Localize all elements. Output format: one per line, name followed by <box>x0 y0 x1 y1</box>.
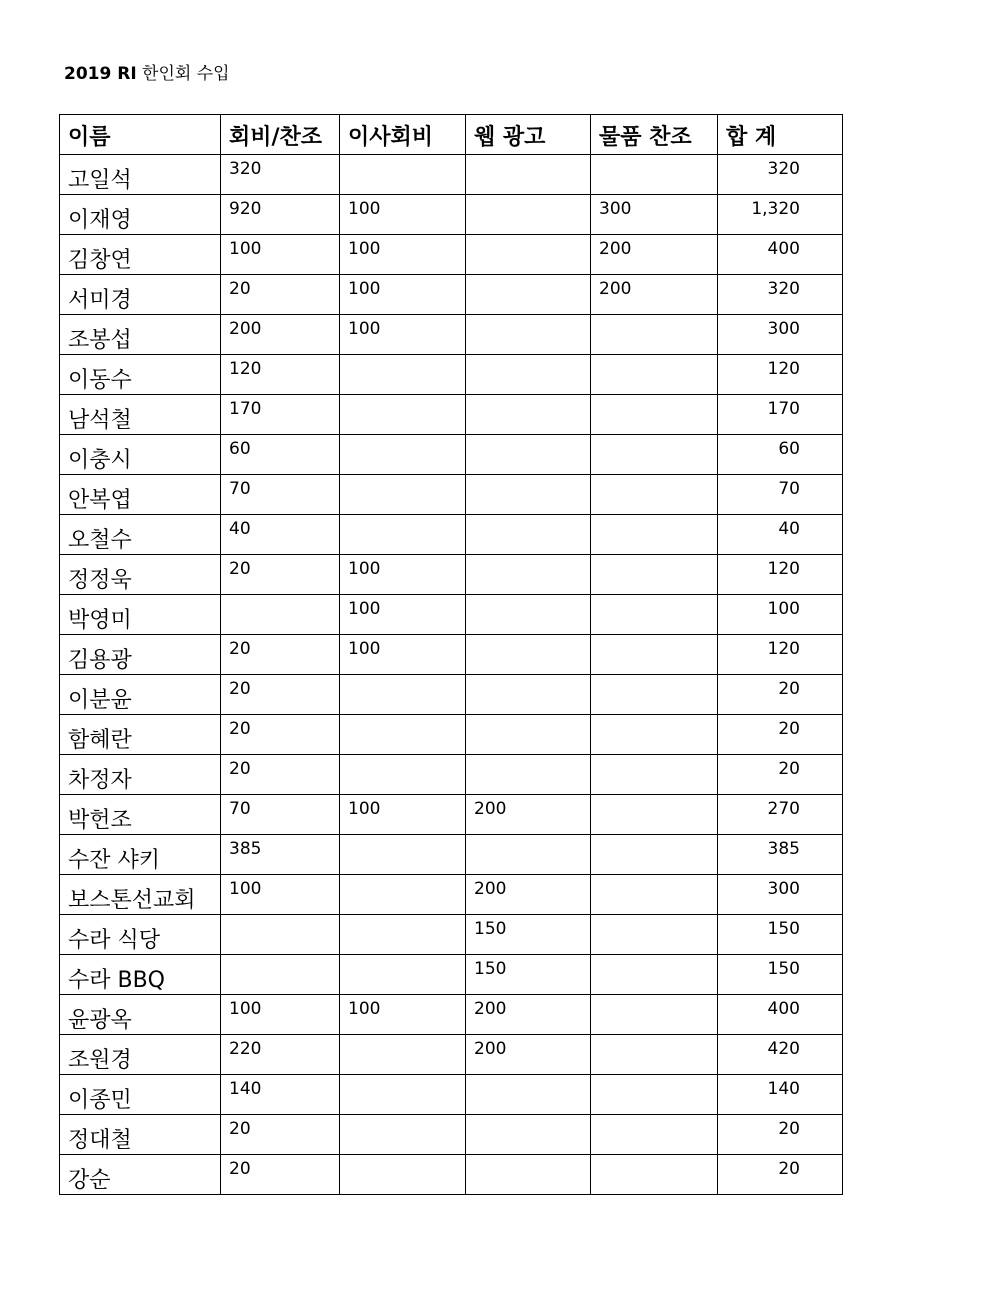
cell-total: 140 <box>718 1075 843 1115</box>
cell-dues: 200 <box>221 315 340 355</box>
cell-total: 120 <box>718 555 843 595</box>
cell-total: 120 <box>718 355 843 395</box>
document-title <box>64 63 230 85</box>
cell-total: 70 <box>718 475 843 515</box>
table-row <box>60 1115 843 1155</box>
cell-web-ad <box>466 715 591 755</box>
table-row <box>60 1035 843 1075</box>
table-row <box>60 675 843 715</box>
table-row <box>60 1075 843 1115</box>
cell-board-fee <box>340 875 466 915</box>
cell-name: 수라 식당 <box>60 915 221 955</box>
cell-total: 320 <box>718 275 843 315</box>
cell-dues: 385 <box>221 835 340 875</box>
cell-goods <box>591 995 718 1035</box>
table-row <box>60 235 843 275</box>
cell-goods <box>591 595 718 635</box>
table-row <box>60 715 843 755</box>
cell-goods <box>591 835 718 875</box>
cell-goods <box>591 355 718 395</box>
cell-goods: 200 <box>591 275 718 315</box>
cell-board-fee: 100 <box>340 555 466 595</box>
cell-name: 정정욱 <box>60 555 221 595</box>
cell-board-fee: 100 <box>340 995 466 1035</box>
cell-goods <box>591 795 718 835</box>
cell-board-fee: 100 <box>340 595 466 635</box>
cell-total: 1,320 <box>718 195 843 235</box>
cell-board-fee: 100 <box>340 235 466 275</box>
table-row <box>60 875 843 915</box>
income-table-body <box>60 155 843 1195</box>
cell-total: 20 <box>718 715 843 755</box>
cell-dues: 70 <box>221 475 340 515</box>
cell-dues: 100 <box>221 995 340 1035</box>
cell-dues: 20 <box>221 675 340 715</box>
cell-goods <box>591 715 718 755</box>
cell-dues: 20 <box>221 755 340 795</box>
table-row <box>60 635 843 675</box>
cell-name: 조봉섭 <box>60 315 221 355</box>
cell-name: 정대철 <box>60 1115 221 1155</box>
cell-web-ad <box>466 195 591 235</box>
header-goods: 물품 찬조 <box>591 115 718 155</box>
cell-name: 이분윤 <box>60 675 221 715</box>
cell-board-fee <box>340 1115 466 1155</box>
cell-web-ad <box>466 395 591 435</box>
cell-goods <box>591 1115 718 1155</box>
cell-web-ad <box>466 1075 591 1115</box>
cell-web-ad <box>466 755 591 795</box>
cell-web-ad <box>466 635 591 675</box>
cell-name: 이동수 <box>60 355 221 395</box>
cell-web-ad <box>466 355 591 395</box>
table-row <box>60 475 843 515</box>
cell-web-ad <box>466 1115 591 1155</box>
cell-web-ad <box>466 275 591 315</box>
cell-web-ad <box>466 475 591 515</box>
cell-dues: 170 <box>221 395 340 435</box>
cell-name: 조원경 <box>60 1035 221 1075</box>
header-name: 이름 <box>60 115 221 155</box>
cell-board-fee: 100 <box>340 795 466 835</box>
cell-board-fee: 100 <box>340 195 466 235</box>
cell-goods <box>591 155 718 195</box>
cell-total: 20 <box>718 675 843 715</box>
cell-total: 320 <box>718 155 843 195</box>
cell-board-fee: 100 <box>340 635 466 675</box>
table-row <box>60 515 843 555</box>
cell-goods <box>591 315 718 355</box>
cell-dues: 140 <box>221 1075 340 1115</box>
cell-web-ad <box>466 1155 591 1195</box>
cell-name: 수잔 샤키 <box>60 835 221 875</box>
cell-name: 이충시 <box>60 435 221 475</box>
cell-web-ad: 200 <box>466 995 591 1035</box>
cell-board-fee <box>340 755 466 795</box>
cell-name: 서미경 <box>60 275 221 315</box>
cell-goods <box>591 475 718 515</box>
cell-dues: 60 <box>221 435 340 475</box>
header-dues: 회비/찬조 <box>221 115 340 155</box>
cell-dues: 220 <box>221 1035 340 1075</box>
cell-total: 300 <box>718 315 843 355</box>
table-row <box>60 275 843 315</box>
cell-web-ad: 200 <box>466 875 591 915</box>
table-row <box>60 435 843 475</box>
cell-board-fee <box>340 1035 466 1075</box>
cell-goods: 300 <box>591 195 718 235</box>
cell-dues: 70 <box>221 795 340 835</box>
cell-dues: 320 <box>221 155 340 195</box>
cell-dues: 20 <box>221 555 340 595</box>
cell-goods: 200 <box>591 235 718 275</box>
cell-name: 안복엽 <box>60 475 221 515</box>
cell-board-fee <box>340 395 466 435</box>
cell-name: 보스톤선교회 <box>60 875 221 915</box>
cell-goods <box>591 675 718 715</box>
cell-dues <box>221 915 340 955</box>
cell-dues <box>221 955 340 995</box>
cell-board-fee <box>340 715 466 755</box>
cell-web-ad: 150 <box>466 955 591 995</box>
table-row <box>60 995 843 1035</box>
cell-name: 이종민 <box>60 1075 221 1115</box>
cell-total: 150 <box>718 955 843 995</box>
cell-web-ad <box>466 155 591 195</box>
cell-total: 100 <box>718 595 843 635</box>
cell-total: 120 <box>718 635 843 675</box>
table-row <box>60 915 843 955</box>
cell-dues: 20 <box>221 635 340 675</box>
cell-goods <box>591 915 718 955</box>
cell-board-fee <box>340 435 466 475</box>
cell-web-ad <box>466 675 591 715</box>
header-total: 합 계 <box>718 115 843 155</box>
cell-web-ad <box>466 835 591 875</box>
cell-total: 270 <box>718 795 843 835</box>
cell-goods <box>591 395 718 435</box>
cell-board-fee <box>340 675 466 715</box>
cell-board-fee <box>340 155 466 195</box>
cell-total: 20 <box>718 1155 843 1195</box>
cell-dues: 20 <box>221 1155 340 1195</box>
cell-board-fee <box>340 355 466 395</box>
cell-total: 300 <box>718 875 843 915</box>
cell-name: 박헌조 <box>60 795 221 835</box>
cell-name: 윤광옥 <box>60 995 221 1035</box>
cell-dues: 120 <box>221 355 340 395</box>
cell-name: 김창연 <box>60 235 221 275</box>
cell-total: 385 <box>718 835 843 875</box>
cell-total: 170 <box>718 395 843 435</box>
cell-dues: 20 <box>221 275 340 315</box>
cell-name: 고일석 <box>60 155 221 195</box>
cell-web-ad <box>466 555 591 595</box>
header-board-fee: 이사회비 <box>340 115 466 155</box>
cell-web-ad: 150 <box>466 915 591 955</box>
cell-total: 20 <box>718 755 843 795</box>
income-table-header <box>60 115 843 155</box>
cell-goods <box>591 1075 718 1115</box>
cell-total: 40 <box>718 515 843 555</box>
cell-dues: 20 <box>221 1115 340 1155</box>
cell-web-ad: 200 <box>466 1035 591 1075</box>
cell-name: 함혜란 <box>60 715 221 755</box>
cell-board-fee: 100 <box>340 275 466 315</box>
cell-name: 박영미 <box>60 595 221 635</box>
cell-name: 김용광 <box>60 635 221 675</box>
table-row <box>60 835 843 875</box>
table-row <box>60 795 843 835</box>
cell-board-fee: 100 <box>340 315 466 355</box>
cell-goods <box>591 515 718 555</box>
cell-goods <box>591 755 718 795</box>
table-row <box>60 1155 843 1195</box>
cell-name: 강순 <box>60 1155 221 1195</box>
table-row <box>60 195 843 235</box>
cell-total: 420 <box>718 1035 843 1075</box>
cell-board-fee <box>340 835 466 875</box>
cell-name: 차정자 <box>60 755 221 795</box>
cell-goods <box>591 875 718 915</box>
cell-dues: 20 <box>221 715 340 755</box>
cell-goods <box>591 955 718 995</box>
cell-dues: 40 <box>221 515 340 555</box>
cell-board-fee <box>340 475 466 515</box>
cell-name: 수라 BBQ <box>60 955 221 995</box>
cell-name: 이재영 <box>60 195 221 235</box>
cell-total: 150 <box>718 915 843 955</box>
cell-dues: 920 <box>221 195 340 235</box>
cell-web-ad: 200 <box>466 795 591 835</box>
header-web-ad: 웹 광고 <box>466 115 591 155</box>
cell-total: 400 <box>718 235 843 275</box>
cell-board-fee <box>340 955 466 995</box>
cell-goods <box>591 435 718 475</box>
cell-goods <box>591 1155 718 1195</box>
table-row <box>60 755 843 795</box>
cell-board-fee <box>340 1155 466 1195</box>
table-row <box>60 955 843 995</box>
cell-name: 오철수 <box>60 515 221 555</box>
table-row <box>60 355 843 395</box>
document-title-year: 2019 RI <box>64 64 137 84</box>
table-row <box>60 395 843 435</box>
table-row <box>60 315 843 355</box>
cell-board-fee <box>340 915 466 955</box>
cell-board-fee <box>340 1075 466 1115</box>
cell-total: 60 <box>718 435 843 475</box>
cell-name: 남석철 <box>60 395 221 435</box>
cell-dues: 100 <box>221 875 340 915</box>
cell-total: 20 <box>718 1115 843 1155</box>
table-row <box>60 595 843 635</box>
cell-web-ad <box>466 515 591 555</box>
income-table <box>59 114 843 1195</box>
cell-web-ad <box>466 315 591 355</box>
cell-goods <box>591 555 718 595</box>
document-title-text: 한인회 수입 <box>136 64 230 84</box>
cell-web-ad <box>466 595 591 635</box>
cell-dues <box>221 595 340 635</box>
header-row <box>60 115 843 155</box>
cell-goods <box>591 635 718 675</box>
cell-goods <box>591 1035 718 1075</box>
cell-web-ad <box>466 235 591 275</box>
cell-board-fee <box>340 515 466 555</box>
table-row <box>60 555 843 595</box>
table-row <box>60 155 843 195</box>
cell-dues: 100 <box>221 235 340 275</box>
cell-web-ad <box>466 435 591 475</box>
cell-total: 400 <box>718 995 843 1035</box>
